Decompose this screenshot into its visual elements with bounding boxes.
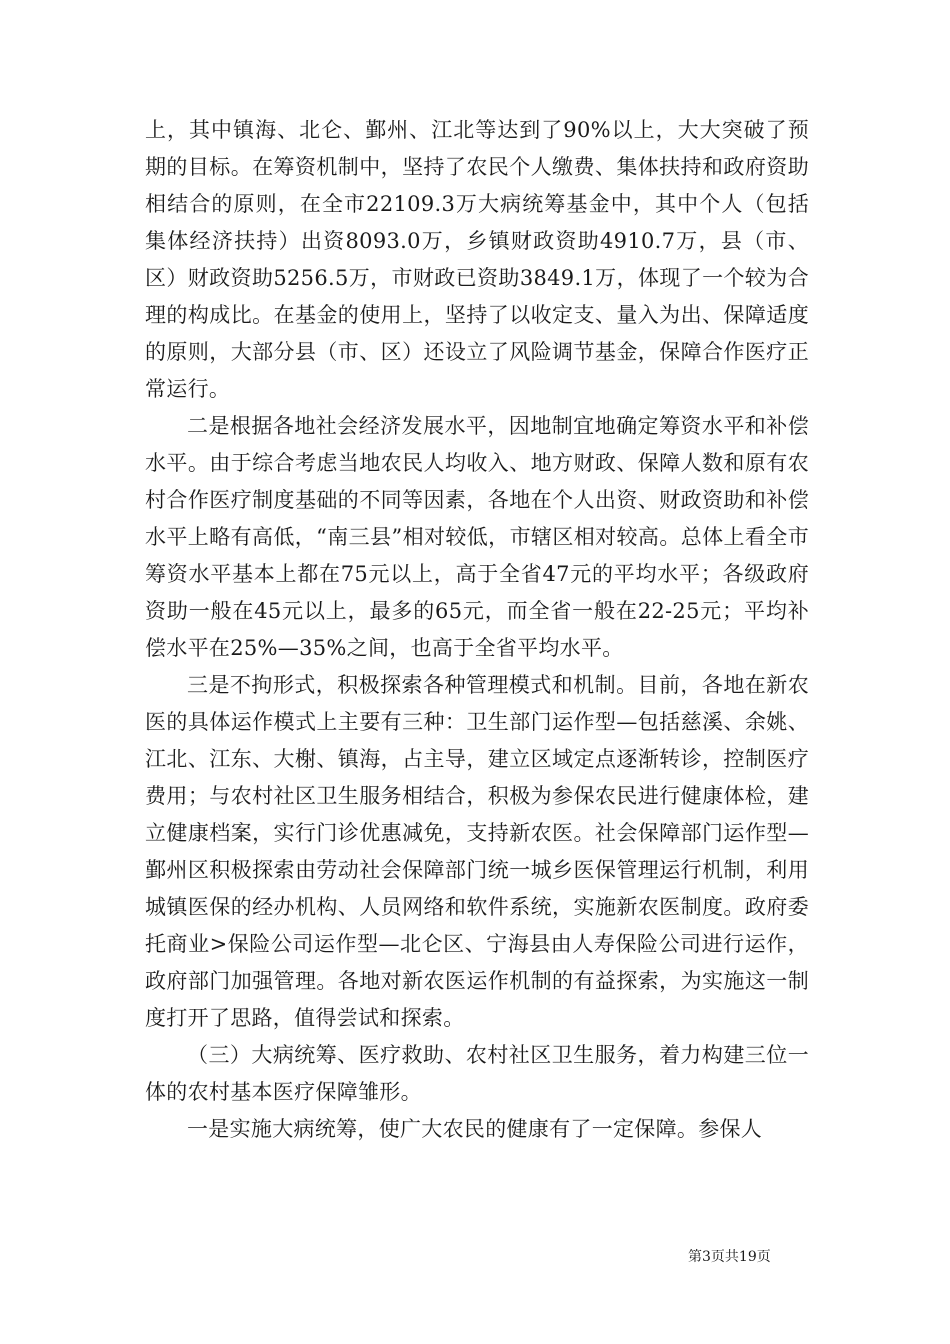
paragraph-5: 一是实施大病统筹，使广大农民的健康有了一定保障。参保人 bbox=[187, 1117, 763, 1141]
paragraph-2: 二是根据各地社会经济发展水平，因地制宜地确定筹资水平和补偿水平。由于综合考虑当地农民人均收入、地方财政、保障人数和原有农村合作医疗制度基础的不同等因素，各地在个人出资、财政资助和补偿水平上略有高低，“南三县”相对较低，市辖区相对较高。总体上看全市筹资水平基本上都在75元以上，高于全省47元的平均水平；各级政府资助一般在45元以上，最多的65元，而全省一般在22-25元；平均补偿水平在25%—35%之间，也高于全省平均水平。 bbox=[145, 414, 809, 660]
page-number: 第3页共19页 bbox=[688, 1249, 771, 1265]
document-body bbox=[145, 112, 809, 1148]
paragraph-3: 三是不拘形式，积极探索各种管理模式和机制。目前，各地在新农医的具体运作模式上主要有三种：卫生部门运作型—包括慈溪、余姚、江北、江东、大榭、镇海，占主导，建立区域定点逐渐转诊，控制医疗费用；与农村社区卫生服务相结合，积极为参保农民进行健康体检，建立健康档案，实行门诊优惠减免，支持新农医。社会保障部门运作型—鄞州区积极探索由劳动社会保障部门统一城乡医保管理运行机制，利用城镇医保的经办机构、人员网络和软件系统，实施新农医制度。政府委托商业>保险公司运作型—北仑区、宁海县由人寿保险公司进行运作，政府部门加强管理。各地对新农医运作机制的有益探索，为实施这一制度打开了思路，值得尝试和探索。 bbox=[145, 673, 809, 1030]
paragraph-1: 上，其中镇海、北仑、鄞州、江北等达到了90%以上，大大突破了预期的目标。在筹资机制中，坚持了农民个人缴费、集体扶持和政府资助相结合的原则，在全市22109.3万大病统筹基金中，其中个人（包括集体经济扶持）出资8093.0万，乡镇财政资助4910.7万，县（市、区）财政资助5256.5万，市财政已资助3849.1万，体现了一个较为合理的构成比。在基金的使用上，坚持了以收定支、量入为出、保障适度的原则，大部分县（市、区）还设立了风险调节基金，保障合作医疗正常运行。 bbox=[145, 118, 809, 401]
paragraph-4: （三）大病统筹、医疗救助、农村社区卫生服务，着力构建三位一体的农村基本医疗保障雏形。 bbox=[145, 1043, 809, 1104]
